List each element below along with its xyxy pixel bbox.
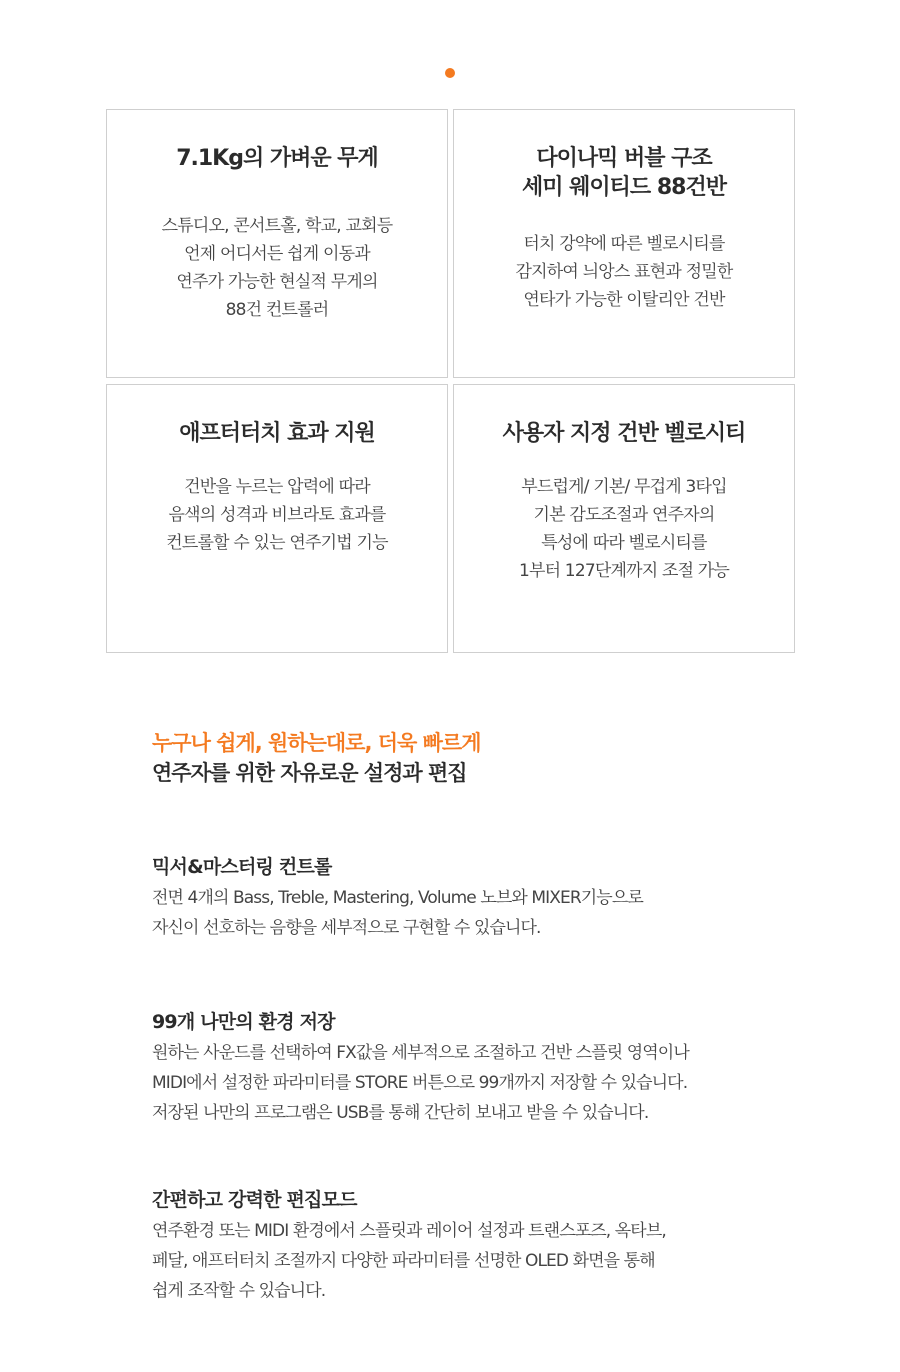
spec-section-edit-mode (152, 1186, 792, 1306)
feature-card-keyboard (453, 109, 795, 378)
feature-card-velocity (453, 384, 795, 653)
feature-card-aftertouch (106, 384, 448, 653)
intro-subheadline: 연주자를 위한 자유로운 설정과 편집 (152, 761, 467, 785)
feature-title: 애프터터치 효과 지원 (179, 421, 375, 446)
feature-title-row (107, 144, 447, 194)
spec-title: 간편하고 강력한 편집모드 (152, 1189, 357, 1211)
intro-headline: 누구나 쉽게, 원하는대로, 더욱 빠르게 (152, 731, 481, 755)
accent-dot (445, 68, 455, 78)
feature-description: 터치 강약에 따른 벨로시티를 감지하여 늬앙스 표현과 정밀한 연타가 가능한 이탈리안 건반 (515, 234, 733, 310)
spec-body: 전면 4개의 Bass, Treble, Mastering, Volume 노브와 MIXER기능으로 자신이 선호하는 음향을 세부적으로 구현할 수 있습니다. (152, 888, 643, 938)
feature-grid (106, 109, 795, 653)
feature-title-row (454, 419, 794, 459)
spec-title: 99개 나만의 환경 저장 (152, 1011, 335, 1033)
feature-description: 건반을 누르는 압력에 따라 음색의 성격과 비브라토 효과를 컨트롤할 수 있는 연주기법 기능 (166, 477, 388, 553)
feature-description: 스튜디오, 콘서트홀, 학교, 교회등 언제 어디서든 쉽게 이동과 연주가 가능한 현실적 무게의 88건 컨트롤러 (161, 216, 393, 320)
spec-title: 믹서&마스터링 컨트롤 (152, 856, 332, 878)
spec-body: 원하는 사운드를 선택하여 FX값을 세부적으로 조절하고 건반 스플릿 영역이나 MIDI에서 설정한 파라미터를 STORE 버튼으로 99개까지 저장할 수 있습니다. 저장된 나만의 프로그램은 USB를 통해 간단히 보내고 받을 수 있습니다. (152, 1043, 689, 1123)
feature-title-row (107, 419, 447, 459)
feature-description: 부드럽게/ 기본/ 무겁게 3타입 기본 감도조절과 연주자의 특성에 따라 벨로시티를 1부터 127단계까지 조절 가능 (518, 477, 730, 581)
feature-card-weight (106, 109, 448, 378)
feature-title-row (454, 144, 794, 212)
feature-title: 다이나믹 버블 구조 세미 웨이티드 88건반 (522, 146, 726, 200)
spec-body: 연주환경 또는 MIDI 환경에서 스플릿과 레이어 설정과 트랜스포즈, 옥타브, 페달, 애프터터치 조절까지 다양한 파라미터를 선명한 OLED 화면을 통해 쉽게 조작할 수 있습니다. (152, 1221, 666, 1301)
feature-title: 사용자 지정 건반 벨로시티 (502, 421, 746, 446)
spec-section-mixer (152, 853, 792, 943)
intro-section (152, 728, 792, 788)
spec-section-memory (152, 1008, 792, 1128)
feature-title: 7.1Kg의 가벼운 무게 (176, 146, 378, 171)
